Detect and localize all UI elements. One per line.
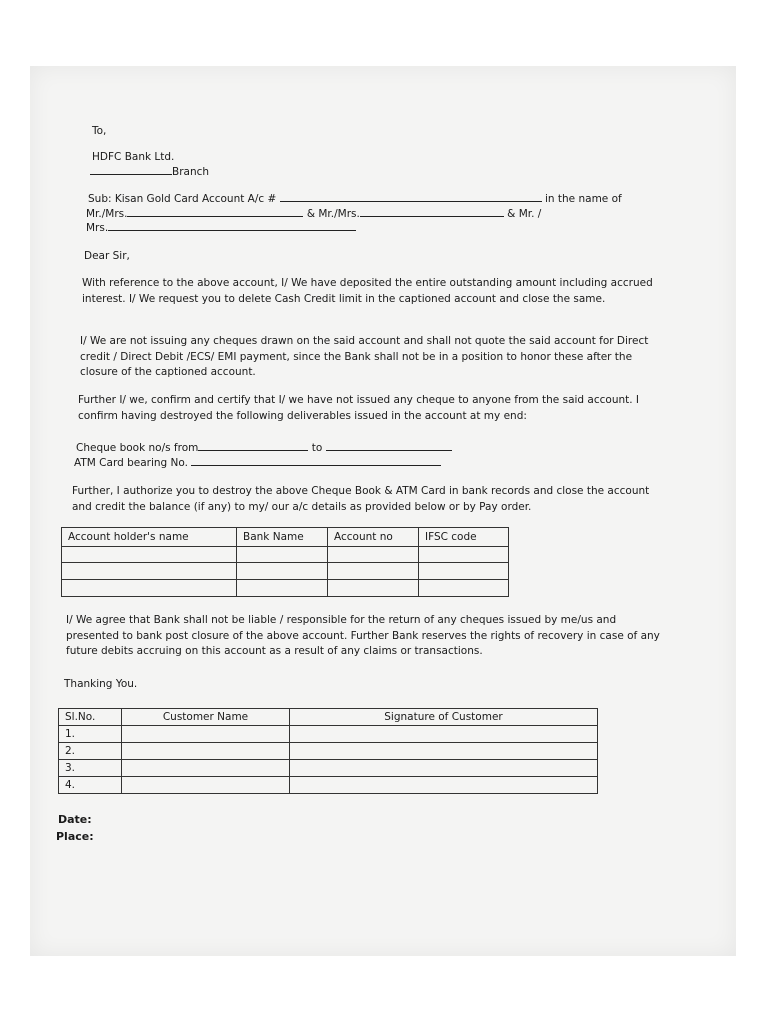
paragraph-2: I/ We are not issuing any cheques drawn on the said account and shall not quote the said account for Direct credit / Direct Debit /ECS/ EMI payment, since the Bank shall not be in a position to honor these after the closure of the captioned account. xyxy=(80,335,649,378)
table-cell[interactable] xyxy=(290,743,598,760)
table-header-row xyxy=(62,528,509,547)
column-header: Bank Name xyxy=(237,528,328,547)
table-cell[interactable] xyxy=(122,743,290,760)
table-row xyxy=(62,580,509,597)
table-cell[interactable] xyxy=(62,563,237,580)
date-label: Date: xyxy=(58,813,92,826)
table-cell[interactable] xyxy=(419,547,509,563)
table-cell[interactable] xyxy=(62,547,237,563)
subject-line xyxy=(88,191,622,207)
table-cell[interactable] xyxy=(290,777,598,794)
table-cell[interactable] xyxy=(237,580,328,597)
cheque-book-line xyxy=(76,440,452,456)
table-cell[interactable] xyxy=(328,580,419,597)
table-cell[interactable] xyxy=(328,547,419,563)
serial-cell: 3. xyxy=(59,760,122,777)
account-details-table xyxy=(61,527,509,597)
bank-name: HDFC Bank Ltd. xyxy=(92,151,175,163)
table-cell[interactable] xyxy=(419,563,509,580)
branch-label: Branch xyxy=(172,166,210,178)
table-row xyxy=(59,726,598,743)
table-cell[interactable] xyxy=(122,760,290,777)
column-header: Signature of Customer xyxy=(290,709,598,726)
in-name-of-label: in the name of xyxy=(545,193,622,205)
thanking-you: Thanking You. xyxy=(64,678,138,690)
branch-line xyxy=(90,164,209,180)
table-cell[interactable] xyxy=(122,777,290,794)
to-line: To, xyxy=(92,125,107,137)
table-cell[interactable] xyxy=(290,760,598,777)
serial-cell: 2. xyxy=(59,743,122,760)
atm-card-blank xyxy=(191,455,441,466)
table-cell[interactable] xyxy=(237,563,328,580)
paragraph-5: I/ We agree that Bank shall not be liable / responsible for the return of any cheques issued by me/us and presented to bank post closure of the above account. Further Bank reserves the rights of recovery in case of any future debits accruing on this account as a result of any claims or transactions. xyxy=(66,614,660,657)
table-cell[interactable] xyxy=(290,726,598,743)
salutation: Dear Sir, xyxy=(84,250,130,262)
paragraph-3: Further I/ we, confirm and certify that I/ we have not issued any cheque to anyone from the said account. I confirm having destroyed the following deliverables issued in the account at my end: xyxy=(78,394,640,422)
serial-cell: 4. xyxy=(59,777,122,794)
table-row xyxy=(59,760,598,777)
cheque-from-blank xyxy=(198,440,308,451)
table-row xyxy=(62,563,509,580)
place-label: Place: xyxy=(56,830,94,843)
column-header: IFSC code xyxy=(419,528,509,547)
name-blank-2 xyxy=(360,206,504,217)
mr-label-3: & Mr. / xyxy=(507,208,542,220)
cheque-book-label: Cheque book no/s from xyxy=(76,442,199,454)
column-header: Account holder's name xyxy=(62,528,237,547)
table-header-row xyxy=(59,709,598,726)
atm-card-label: ATM Card bearing No. xyxy=(74,457,188,469)
to-label: to xyxy=(311,442,323,454)
paragraph-1: With reference to the above account, I/ We have deposited the entire outstanding amount including accrued interest. I/ We request you to delete Cash Credit limit in the captioned account and close the same. xyxy=(82,277,653,305)
table-row xyxy=(59,777,598,794)
table-cell[interactable] xyxy=(122,726,290,743)
account-number-blank xyxy=(280,191,542,202)
name-blank-3 xyxy=(108,220,356,231)
serial-cell: 1. xyxy=(59,726,122,743)
table-cell[interactable] xyxy=(419,580,509,597)
atm-card-line xyxy=(74,455,441,471)
subject-prefix: Sub: Kisan Gold Card Account A/c # xyxy=(88,193,277,205)
table-cell[interactable] xyxy=(237,547,328,563)
mrs-line xyxy=(86,220,356,236)
mr-mrs-label-1: Mr./Mrs. xyxy=(86,208,128,220)
table-row xyxy=(59,743,598,760)
table-row xyxy=(62,547,509,563)
branch-blank xyxy=(90,164,172,175)
table-cell[interactable] xyxy=(62,580,237,597)
column-header: Customer Name xyxy=(122,709,290,726)
signature-table xyxy=(58,708,598,794)
paragraph-4: Further, I authorize you to destroy the above Cheque Book & ATM Card in bank records and close the account and credit the balance (if any) to my/ our a/c details as provided below or by Pay order. xyxy=(72,485,650,513)
name-blank-1 xyxy=(127,206,303,217)
mr-mrs-label-2: & Mr./Mrs. xyxy=(306,208,360,220)
column-header: Account no xyxy=(328,528,419,547)
table-cell[interactable] xyxy=(328,563,419,580)
cheque-to-blank xyxy=(326,440,452,451)
column-header: Sl.No. xyxy=(59,709,122,726)
mrs-label: Mrs. xyxy=(86,222,109,234)
